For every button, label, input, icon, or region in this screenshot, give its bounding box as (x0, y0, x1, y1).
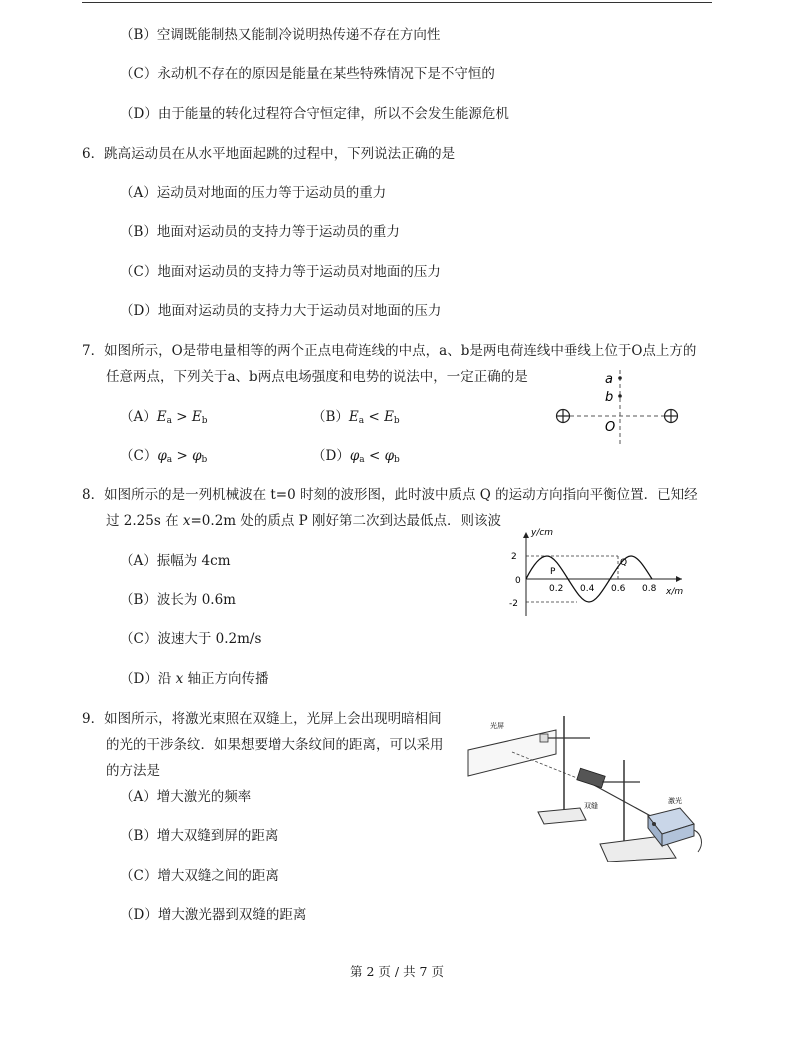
label-b: b (605, 390, 614, 405)
q8-option-d: （D）沿 x 轴正方向传播 (120, 671, 269, 687)
x-tick-0-4: 0.4 (580, 584, 595, 594)
laser-beam (592, 784, 658, 820)
q8-option-a: （A）振幅为 4cm (120, 553, 231, 569)
q7-option-d: $(D)\varphi_a < \varphi_b$ (312, 448, 400, 465)
x-axis-arrow-icon (676, 576, 682, 582)
double-slit-holder (577, 768, 605, 787)
header-rule (82, 2, 712, 3)
q8-wave-graph (500, 528, 690, 618)
q9-double-slit-figure (462, 712, 712, 862)
y-axis-label: y/cm (531, 528, 554, 538)
left-positive-charge-icon (557, 410, 570, 423)
q5-option-c: （C）永动机不存在的原因是能量在某些特殊情况下是不守恒的 (120, 66, 495, 82)
q6-option-c: （C）地面对运动员的支持力等于运动员对地面的压力 (120, 264, 441, 280)
q9-option-b: （B）增大双缝到屏的距离 (120, 828, 279, 844)
q7-stem-line2: 任意两点，下列关于a、b两点电场强度和电势的说法中，一定正确的是 (106, 369, 528, 385)
q7-option-a: $(A)E_a > E_b$ (120, 409, 208, 426)
q7-option-b: $(B)E_a < E_b$ (312, 409, 400, 426)
q8-option-c: （C）波速大于 0.2m/s (120, 631, 262, 647)
slit-label: 双缝 (584, 802, 598, 810)
point-p-label: P (550, 567, 556, 577)
page-footer: 第 2 页 / 共 7 页 (350, 964, 444, 979)
q8-stem-line2: 过 2.25s 在 x=0.2m 处的质点 P 刚好第二次到达最低点．则该波 (106, 513, 502, 529)
q9-stem-line1: 9．如图所示，将激光束照在双缝上，光屏上会出现明暗相间 (82, 711, 442, 727)
q6-option-a: （A）运动员对地面的压力等于运动员的重力 (120, 185, 387, 201)
point-a-dot (618, 376, 622, 380)
q6-stem: 6．跳高运动员在从水平地面起跳的过程中，下列说法正确的是 (82, 146, 456, 162)
q5-option-b: （B）空调既能制热又能制冷说明热传递不存在方向性 (120, 27, 441, 43)
label-o: O (605, 420, 616, 435)
q9-option-d: （D）增大激光器到双缝的距离 (120, 907, 307, 923)
y-tick-2: 2 (511, 552, 517, 562)
right-positive-charge-icon (665, 410, 678, 423)
q8-option-b: （B）波长为 0.6m (120, 592, 236, 608)
q7-stem-line1: 7．如图所示，O是带电量相等的两个正点电荷连线的中点，a、b是两电荷连线中垂线上位于O点上方的 (82, 343, 697, 359)
x-axis-label: x/m (666, 587, 684, 597)
laser-label: 激光 (668, 797, 682, 805)
point-q-label: Q (620, 558, 628, 568)
q8-stem-line1: 8．如图所示的是一列机械波在 t=0 时刻的波形图，此时波中质点 Q 的运动方向指向平衡位置．已知经 (82, 487, 698, 503)
q6-option-d: （D）地面对运动员的支持力大于运动员对地面的压力 (120, 303, 442, 319)
y-axis-arrow-icon (523, 532, 529, 538)
q7-charges-figure (548, 368, 688, 448)
point-b-dot (618, 394, 622, 398)
label-a: a (605, 372, 613, 387)
q7-option-c: $(C)\varphi_a > \varphi_b$ (120, 448, 208, 465)
x-tick-0-8: 0.8 (642, 584, 657, 594)
screen-clamp (540, 734, 548, 742)
q6-option-b: （B）地面对运动员的支持力等于运动员的重力 (120, 224, 400, 240)
x-tick-0-6: 0.6 (611, 584, 626, 594)
screen-stand-base (538, 808, 586, 824)
q9-option-a: （A）增大激光的频率 (120, 789, 252, 805)
y-tick-neg2: -2 (509, 599, 518, 609)
q9-stem-line3: 的方法是 (106, 763, 160, 779)
x-tick-0-2: 0.2 (549, 584, 564, 594)
q5-option-d: （D）由于能量的转化过程符合守恒定律，所以不会发生能源危机 (120, 106, 509, 122)
y-tick-0: 0 (515, 576, 521, 586)
screen-label: 光屏 (490, 722, 504, 730)
q9-stem-line2: 的光的干涉条纹．如果想要增大条纹间的距离，可以采用 (106, 737, 444, 753)
q9-option-c: （C）增大双缝之间的距离 (120, 868, 279, 884)
